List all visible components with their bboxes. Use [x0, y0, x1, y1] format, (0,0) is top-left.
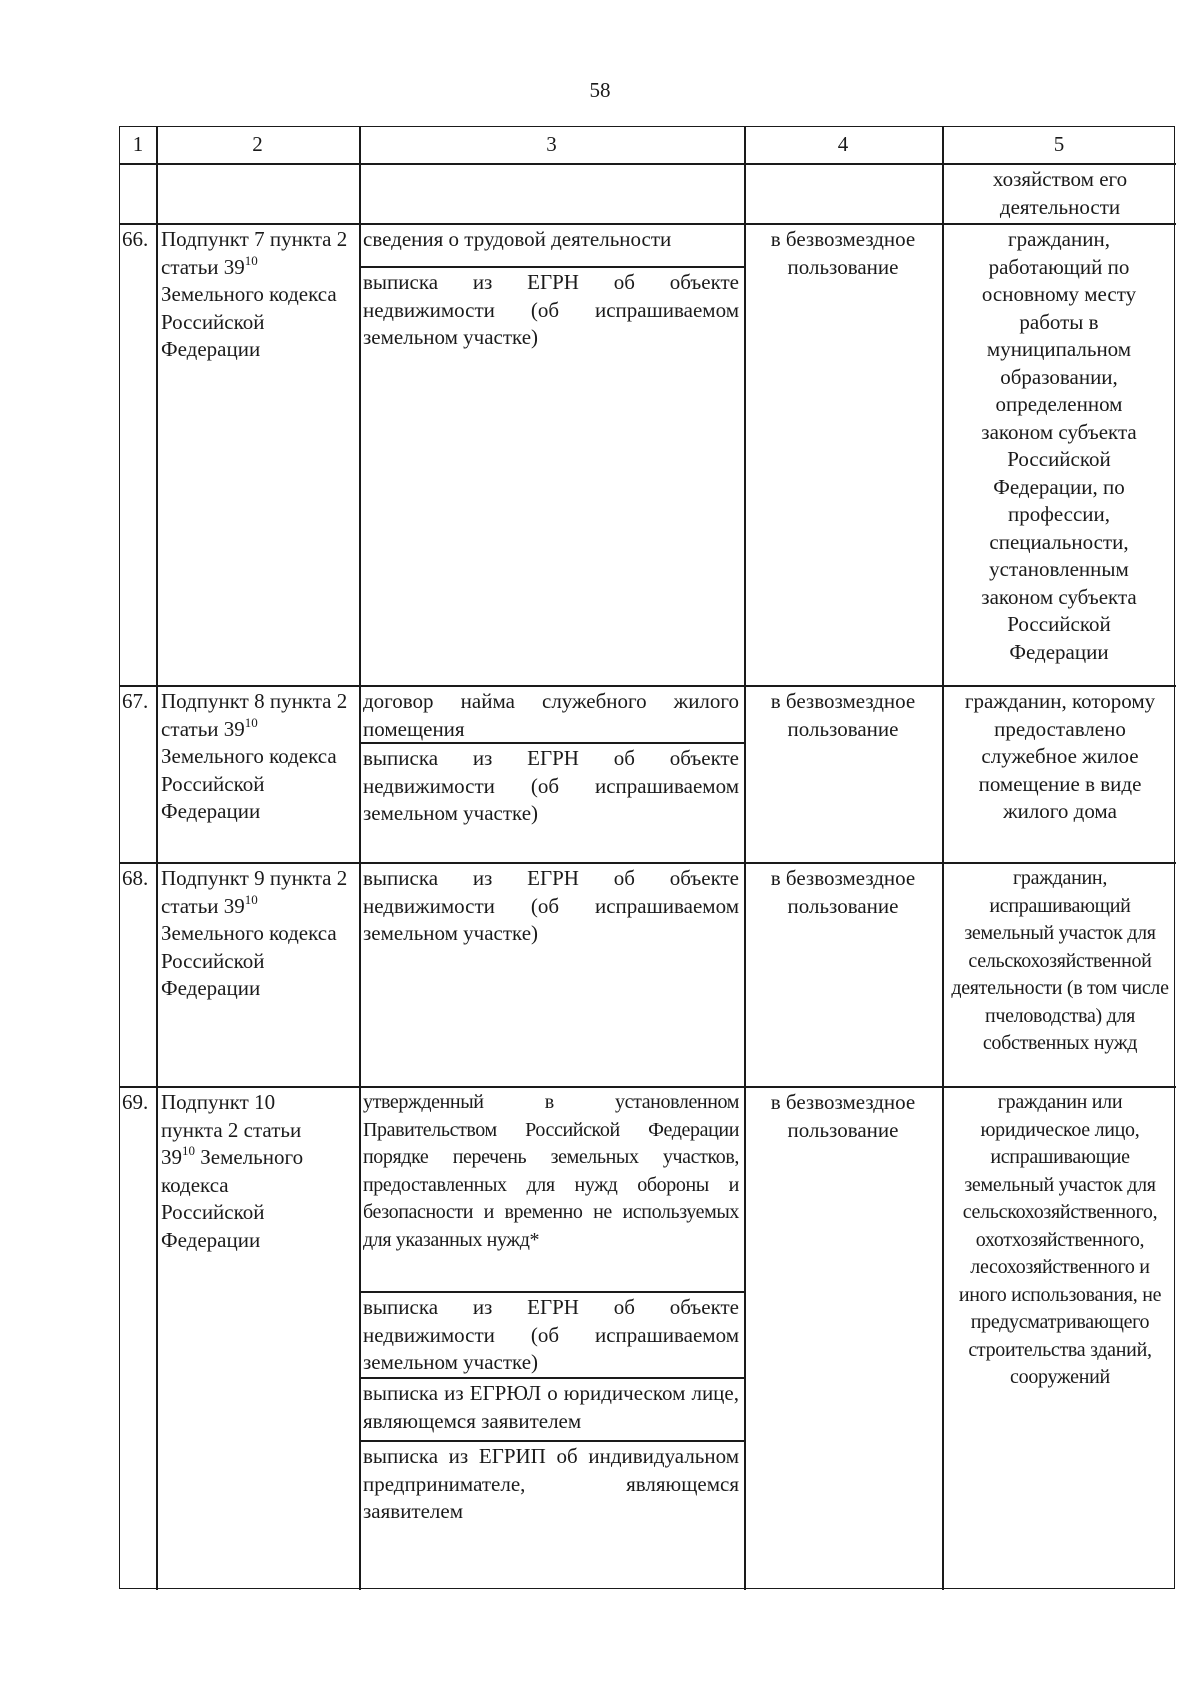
document-item: выписка из ЕГРН об объекте недвижимости (об испрашиваемом земельном участке)	[363, 1295, 739, 1374]
header-cell-2: 2	[252, 132, 263, 156]
header-cell-3: 3	[546, 132, 557, 156]
legal-basis-text: Подпункт 7 пункта 2 статьи 39	[161, 227, 348, 279]
right-type: в безвозмездное пользование	[770, 689, 916, 741]
column-divider	[942, 127, 944, 1590]
column-divider	[156, 127, 158, 1590]
legal-basis	[161, 226, 359, 364]
column-divider	[359, 127, 361, 1590]
legal-basis	[161, 865, 359, 1003]
document-item: выписка из ЕГРН об объекте недвижимости (об испрашиваемом земельном участке)	[363, 746, 739, 825]
superscript: 10	[244, 891, 258, 907]
header-cell-1: 1	[132, 132, 144, 156]
legal-basis-text: Земельного кодекса Российской Федерации	[161, 744, 337, 823]
continuation-applicant: хозяйством его деятельности	[992, 167, 1128, 219]
legal-basis-text: Подпункт 9 пункта 2 статьи 39	[161, 866, 348, 918]
header-cell-5: 5	[1053, 132, 1065, 156]
legal-basis-text: Подпункт 8 пункта 2 статьи 39	[161, 689, 348, 741]
applicant: гражданин или юридическое лицо, испрашивающие земельный участок для сельскохозяйственного, охотхозяйственного, лесохозяйственного и иного использования, не предусматривающего строительства зданий, сооружений	[958, 1091, 1162, 1388]
document-item: утвержденный в установленном Правительством Российской Федерации порядке перечень земельных участков, предоставленных для нужд обороны и безопасности и временно не используемых для указанных нужд*	[363, 1091, 739, 1251]
document-item: выписка из ЕГРИП об индивидуальном предпринимателе, являющемся заявителем	[363, 1444, 739, 1523]
row-divider	[120, 685, 1176, 687]
right-type: в безвозмездное пользование	[770, 227, 916, 279]
superscript: 10	[244, 252, 258, 268]
document-item: договор найма служебного жилого помещения	[363, 689, 739, 741]
document-item: выписка из ЕГРЮЛ о юридическом лице, являющемся заявителем	[363, 1381, 739, 1433]
column-divider	[744, 127, 746, 1590]
page-number: 58	[589, 78, 611, 102]
row-number: 69.	[122, 1090, 149, 1114]
legal-basis-text: Подпункт 10 пункта 2 статьи 39	[161, 1090, 302, 1169]
applicant: гражданин, которому предоставлено служебное жилое помещение в виде жилого дома	[964, 689, 1156, 823]
legal-basis	[161, 1089, 331, 1254]
subcell-divider	[359, 266, 744, 268]
document-item: сведения о трудовой деятельности	[363, 227, 672, 251]
row-divider	[120, 862, 1176, 864]
superscript: 10	[182, 1143, 195, 1158]
document-item: выписка из ЕГРН об объекте недвижимости (об испрашиваемом земельном участке)	[363, 270, 739, 349]
row-number: 68.	[122, 866, 149, 890]
applicant: гражданин, испрашивающий земельный участок для сельскохозяйственной деятельности (в том числе пчеловодства) для собственных нужд	[951, 867, 1169, 1054]
subcell-divider	[359, 1440, 744, 1442]
subcell-divider	[359, 1291, 744, 1293]
legal-basis-text: Земельного кодекса Российской Федерации	[161, 1145, 304, 1252]
header-cell-4: 4	[837, 132, 849, 156]
legal-basis-text: Земельного кодекса Российской Федерации	[161, 921, 337, 1000]
row-divider	[120, 163, 1176, 165]
row-number: 66.	[122, 227, 149, 251]
row-divider	[120, 223, 1176, 225]
right-type: в безвозмездное пользование	[770, 1090, 916, 1142]
applicant: гражданин, работающий по основному месту работы в муниципальном образовании, определенном законом субъекта Российской Федерации, по профессии, специальности, установленным законом субъекта Российской Федерации	[981, 227, 1137, 664]
row-number: 67.	[122, 689, 149, 713]
superscript: 10	[244, 714, 258, 730]
document-item: выписка из ЕГРН об объекте недвижимости (об испрашиваемом земельном участке)	[363, 866, 739, 945]
right-type: в безвозмездное пользование	[770, 866, 916, 918]
document-table	[119, 126, 1175, 1589]
legal-basis	[161, 688, 359, 826]
row-divider	[120, 1086, 1176, 1088]
legal-basis-text: Земельного кодекса Российской Федерации	[161, 282, 337, 361]
subcell-divider	[359, 1377, 744, 1379]
